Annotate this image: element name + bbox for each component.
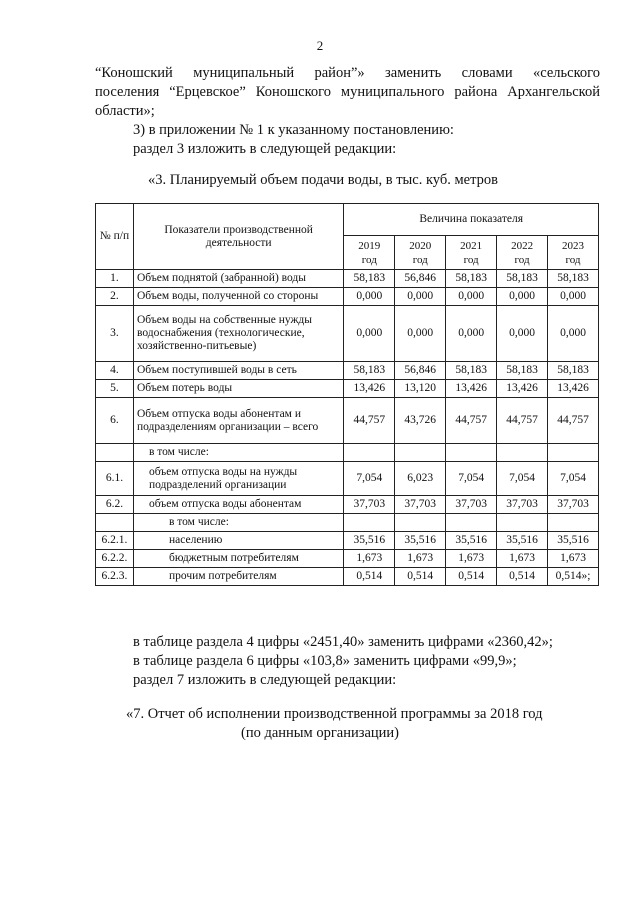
value-cell: 0,000 xyxy=(446,306,497,362)
table-row xyxy=(96,568,599,586)
table-row xyxy=(96,496,599,514)
value-cell: 56,846 xyxy=(395,362,446,380)
item-3: 3) в приложении № 1 к указанному постановлению: xyxy=(133,122,454,138)
value-cell: 37,703 xyxy=(344,496,395,514)
value-cell: 13,426 xyxy=(344,380,395,398)
row-number: 6.1. xyxy=(96,462,134,496)
section-7-subtitle: (по данным организации) xyxy=(240,725,399,741)
value-cell: 0,514 xyxy=(497,568,548,586)
row-number: 4. xyxy=(96,362,134,380)
value-cell: 1,673 xyxy=(344,550,395,568)
value-cell: 58,183 xyxy=(497,362,548,380)
value-cell: 44,757 xyxy=(446,398,497,444)
item-3b: раздел 3 изложить в следующей редакции: xyxy=(133,141,397,157)
row-label: в том числе: xyxy=(133,514,343,532)
value-cell: 0,000 xyxy=(344,288,395,306)
value-cell: 7,054 xyxy=(497,462,548,496)
value-cell xyxy=(344,444,395,462)
intro-line-1: “Коношский муниципальный район”» заменить словами «сельского xyxy=(95,65,600,81)
row-number: 1. xyxy=(96,270,134,288)
table-row xyxy=(96,362,599,380)
intro-line-2: поселения “Ерцевское” Коношского муниципального района Архангельской xyxy=(95,84,600,100)
value-cell: 13,120 xyxy=(395,380,446,398)
value-cell xyxy=(548,514,599,532)
row-number: 2. xyxy=(96,288,134,306)
value-cell xyxy=(344,514,395,532)
section-7-title: «7. Отчет об исполнении производственной программы за 2018 год xyxy=(126,706,543,722)
value-cell: 13,426 xyxy=(446,380,497,398)
row-number xyxy=(96,514,134,532)
value-cell: 0,000 xyxy=(497,306,548,362)
table-row xyxy=(96,532,599,550)
value-cell xyxy=(395,444,446,462)
value-cell: 7,054 xyxy=(344,462,395,496)
row-label: населению xyxy=(133,532,343,550)
value-cell: 0,514»; xyxy=(548,568,599,586)
row-label: Объем отпуска воды абонентам и подразделениям организации – всего xyxy=(133,398,343,444)
value-cell: 0,000 xyxy=(395,288,446,306)
table-title: «3. Планируемый объем подачи воды, в тыс. куб. метров xyxy=(148,172,498,188)
table-row xyxy=(96,270,599,288)
value-cell: 1,673 xyxy=(497,550,548,568)
header-year: 2023 год xyxy=(548,236,599,270)
value-cell: 0,000 xyxy=(497,288,548,306)
value-cell: 13,426 xyxy=(548,380,599,398)
value-cell xyxy=(548,444,599,462)
row-label: Объем воды на собственные нужды водоснабжения (технологические, хозяйственно-питьевые) xyxy=(133,306,343,362)
value-cell: 58,183 xyxy=(497,270,548,288)
table-row xyxy=(96,380,599,398)
row-label: в том числе: xyxy=(133,444,343,462)
value-cell xyxy=(446,514,497,532)
value-cell: 35,516 xyxy=(446,532,497,550)
value-cell: 58,183 xyxy=(548,362,599,380)
value-cell: 44,757 xyxy=(497,398,548,444)
row-number: 6.2.2. xyxy=(96,550,134,568)
table-row xyxy=(96,514,599,532)
value-cell: 43,726 xyxy=(395,398,446,444)
table-row xyxy=(96,462,599,496)
table-row xyxy=(96,398,599,444)
value-cell: 35,516 xyxy=(344,532,395,550)
row-label: Объем поступившей воды в сеть xyxy=(133,362,343,380)
value-cell: 0,000 xyxy=(548,306,599,362)
header-year: 2020 год xyxy=(395,236,446,270)
value-cell: 58,183 xyxy=(548,270,599,288)
after-line-1: в таблице раздела 4 цифры «2451,40» заменить цифрами «2360,42»; xyxy=(133,634,553,650)
value-cell: 44,757 xyxy=(548,398,599,444)
value-cell: 58,183 xyxy=(344,270,395,288)
value-cell: 0,514 xyxy=(395,568,446,586)
value-cell: 58,183 xyxy=(446,270,497,288)
page-number: 2 xyxy=(316,38,324,53)
header-year: 2022 год xyxy=(497,236,548,270)
header-value: Величина показателя xyxy=(344,204,599,236)
value-cell xyxy=(497,444,548,462)
value-cell: 1,673 xyxy=(548,550,599,568)
row-label: Объем потерь воды xyxy=(133,380,343,398)
value-cell: 58,183 xyxy=(446,362,497,380)
row-label: прочим потребителям xyxy=(133,568,343,586)
value-cell: 0,000 xyxy=(395,306,446,362)
row-number: 6. xyxy=(96,398,134,444)
row-label: объем отпуска воды на нужды подразделений организации xyxy=(133,462,343,496)
value-cell: 37,703 xyxy=(446,496,497,514)
value-cell: 1,673 xyxy=(446,550,497,568)
after-line-3: раздел 7 изложить в следующей редакции: xyxy=(133,672,397,688)
header-indicators: Показатели производственной деятельности xyxy=(133,204,343,270)
row-number xyxy=(96,444,134,462)
row-number: 6.2.1. xyxy=(96,532,134,550)
value-cell: 35,516 xyxy=(395,532,446,550)
value-cell xyxy=(497,514,548,532)
value-cell: 0,000 xyxy=(548,288,599,306)
value-cell: 37,703 xyxy=(395,496,446,514)
value-cell: 37,703 xyxy=(497,496,548,514)
row-number: 3. xyxy=(96,306,134,362)
table-row xyxy=(96,550,599,568)
value-cell xyxy=(395,514,446,532)
value-cell: 0,000 xyxy=(344,306,395,362)
row-number: 6.2.3. xyxy=(96,568,134,586)
value-cell: 7,054 xyxy=(548,462,599,496)
value-cell xyxy=(446,444,497,462)
value-cell: 0,514 xyxy=(344,568,395,586)
header-year: 2019 год xyxy=(344,236,395,270)
table-row xyxy=(96,288,599,306)
row-label: бюджетным потребителям xyxy=(133,550,343,568)
value-cell: 56,846 xyxy=(395,270,446,288)
after-line-2: в таблице раздела 6 цифры «103,8» заменить цифрами «99,9»; xyxy=(133,653,517,669)
value-cell: 37,703 xyxy=(548,496,599,514)
row-number: 6.2. xyxy=(96,496,134,514)
value-cell: 0,000 xyxy=(446,288,497,306)
water-supply-table xyxy=(95,203,599,586)
value-cell: 1,673 xyxy=(395,550,446,568)
header-year: 2021 год xyxy=(446,236,497,270)
value-cell: 35,516 xyxy=(497,532,548,550)
table-row xyxy=(96,306,599,362)
value-cell: 7,054 xyxy=(446,462,497,496)
value-cell: 35,516 xyxy=(548,532,599,550)
value-cell: 44,757 xyxy=(344,398,395,444)
row-label: Объем поднятой (забранной) воды xyxy=(133,270,343,288)
row-label: объем отпуска воды абонентам xyxy=(133,496,343,514)
table-row xyxy=(96,444,599,462)
intro-line-3: области»; xyxy=(95,103,155,119)
row-label: Объем воды, полученной со стороны xyxy=(133,288,343,306)
header-number: № п/п xyxy=(96,204,134,270)
value-cell: 13,426 xyxy=(497,380,548,398)
value-cell: 6,023 xyxy=(395,462,446,496)
value-cell: 58,183 xyxy=(344,362,395,380)
row-number: 5. xyxy=(96,380,134,398)
value-cell: 0,514 xyxy=(446,568,497,586)
